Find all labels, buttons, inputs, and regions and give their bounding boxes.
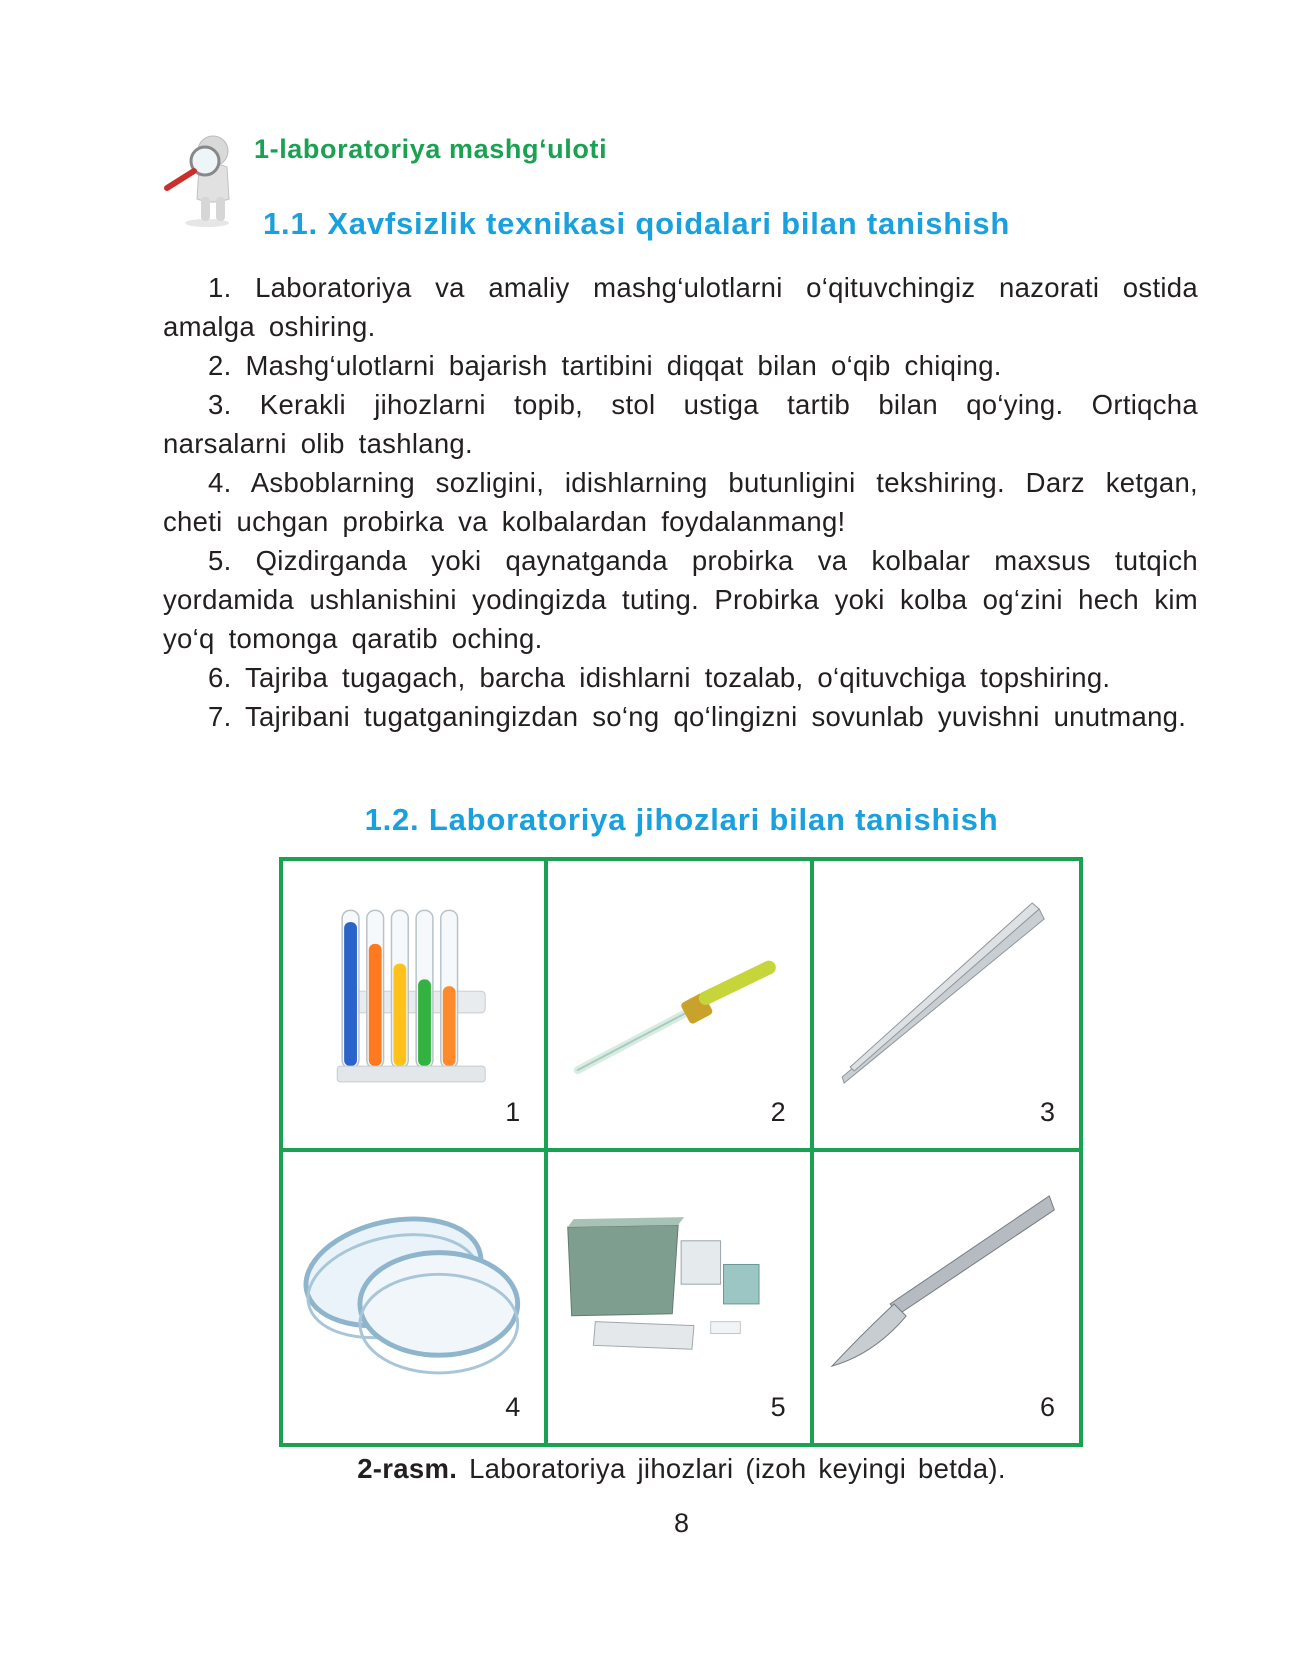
rule-item: 4. Asboblarning sozligini, idishlarning butunligini tekshiring. Darz ketgan, cheti uchgan probirka va kolbalardan foydalanmang! bbox=[163, 467, 1198, 537]
figure-cell-4 bbox=[283, 1152, 548, 1443]
figure-caption-text: Laboratoriya jihozlari (izoh keyingi betda). bbox=[457, 1453, 1006, 1484]
figure-number: 1 bbox=[505, 1097, 521, 1127]
figure-cell-6 bbox=[814, 1152, 1079, 1443]
page-number: 8 bbox=[673, 1508, 690, 1538]
figure-cell-1 bbox=[283, 861, 548, 1152]
figure-caption bbox=[0, 1453, 1300, 1485]
rule-item: 5. Qizdirganda yoki qaynatganda probirka va kolbalar maxsus tutqich yordamida ushlanishini yodingizda tuting. Probirka yoki kolba og‘zini hech kim yo‘q tomonga qaratib oching. bbox=[163, 545, 1198, 654]
rule-item: 7. Tajribani tugatganingizdan so‘ng qo‘lingizni sovunlab yuvishni unutmang. bbox=[208, 701, 1187, 732]
figure-number: 3 bbox=[1039, 1097, 1055, 1127]
lab-session-title: 1-laboratoriya mashg‘uloti bbox=[254, 134, 608, 164]
rule-item: 1. Laboratoriya va amaliy mashg‘ulotlarni o‘qituvchingiz nazorati ostida amalga oshiring. bbox=[163, 272, 1198, 342]
figure-cell-2 bbox=[548, 861, 813, 1152]
figure-caption-label: 2-rasm. bbox=[357, 1453, 458, 1484]
figure-cell-5 bbox=[548, 1152, 813, 1443]
section-title-safety: 1.1. Xavfsizlik texnikasi qoidalari bilan tanishish bbox=[263, 206, 1011, 241]
rule-item: 3. Kerakli jihozlarni topib, stol ustiga tartib bilan qo‘ying. Ortiqcha narsalarni olib tashlang. bbox=[163, 389, 1198, 459]
magnifier-figure-icon bbox=[163, 133, 253, 228]
equipment-figure-grid bbox=[279, 857, 1083, 1447]
figure-number: 6 bbox=[1039, 1392, 1055, 1422]
safety-rules-list bbox=[163, 268, 1198, 736]
rule-item: 6. Tajriba tugagach, barcha idishlarni tozalab, o‘qituvchiga topshiring. bbox=[208, 662, 1111, 693]
figure-number: 5 bbox=[770, 1392, 786, 1422]
rule-item: 2. Mashg‘ulotlarni bajarish tartibini diqqat bilan o‘qib chiqing. bbox=[208, 350, 1002, 381]
section-title-equipment: 1.2. Laboratoriya jihozlari bilan tanishish bbox=[364, 802, 999, 837]
figure-number: 4 bbox=[505, 1392, 521, 1422]
figure-cell-3 bbox=[814, 861, 1079, 1152]
figure-number: 2 bbox=[770, 1097, 786, 1127]
